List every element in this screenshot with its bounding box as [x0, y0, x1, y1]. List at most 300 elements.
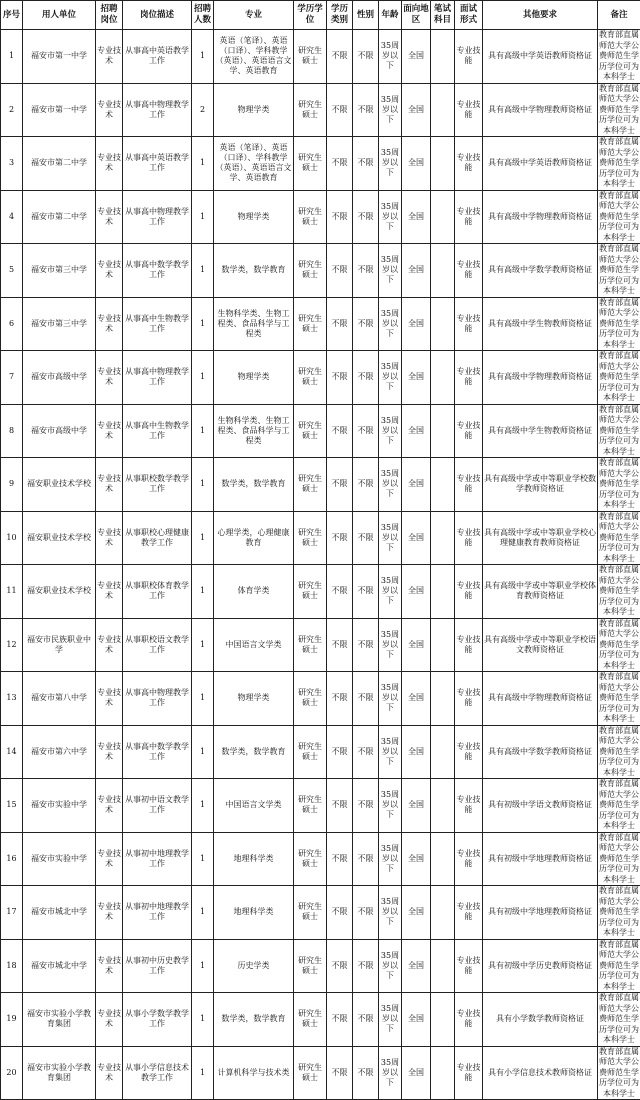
cell-remarks: 教育部直属师范大学公费师范生学历学位可为本科学士 — [598, 404, 640, 458]
cell-index: 13 — [1, 672, 23, 726]
cell-degree: 研究生硕士 — [294, 404, 327, 458]
cell-region: 全国 — [402, 404, 431, 458]
cell-description: 从事高中物理教学工作 — [123, 351, 192, 405]
cell-region: 全国 — [402, 297, 431, 351]
cell-age: 35周岁以下 — [379, 725, 402, 779]
cell-post: 专业技术 — [96, 297, 123, 351]
header-col-description: 岗位描述 — [123, 1, 192, 30]
cell-region: 全国 — [402, 725, 431, 779]
cell-description: 从事高中物理教学工作 — [123, 190, 192, 244]
cell-education-type: 不限 — [327, 404, 353, 458]
cell-other-requirements: 具有高级中学物理教师资格证 — [483, 190, 598, 244]
cell-age: 35周岁以下 — [379, 1046, 402, 1100]
cell-post: 专业技术 — [96, 725, 123, 779]
table-row — [1, 725, 640, 779]
cell-major: 计算机科学与技术类 — [214, 1046, 294, 1100]
cell-education-type: 不限 — [327, 618, 353, 672]
cell-headcount: 2 — [192, 83, 214, 137]
table-row — [1, 832, 640, 886]
cell-employer: 福安市高级中学 — [23, 404, 96, 458]
cell-age: 35周岁以下 — [379, 511, 402, 565]
cell-major: 英语（笔译）、英语（口译）、学科教学（英语）、英语语言文学、英语教育 — [214, 137, 294, 191]
cell-degree: 研究生硕士 — [294, 351, 327, 405]
cell-education-type: 不限 — [327, 886, 353, 940]
cell-interview-form: 专业技能 — [455, 725, 483, 779]
cell-region: 全国 — [402, 351, 431, 405]
cell-degree: 研究生硕士 — [294, 458, 327, 512]
header-col-index: 序号 — [1, 1, 23, 30]
cell-gender: 不限 — [353, 672, 379, 726]
cell-region: 全国 — [402, 886, 431, 940]
cell-age: 35周岁以下 — [379, 297, 402, 351]
cell-remarks: 教育部直属师范大学公费师范生学历学位可为本科学士 — [598, 351, 640, 405]
header-col-post: 招聘岗位 — [96, 1, 123, 30]
cell-other-requirements: 具有高级中学英语教师资格证 — [483, 30, 598, 84]
cell-age: 35周岁以下 — [379, 565, 402, 619]
cell-other-requirements: 具有高级中学或中等职业学校体育教师资格证 — [483, 565, 598, 619]
cell-description: 从事职校体育教学工作 — [123, 565, 192, 619]
cell-other-requirements: 具有初级中学地理教师资格证 — [483, 832, 598, 886]
cell-interview-form: 专业技能 — [455, 511, 483, 565]
cell-interview-form: 专业技能 — [455, 618, 483, 672]
cell-region: 全国 — [402, 511, 431, 565]
cell-major: 物理学类 — [214, 190, 294, 244]
header-col-major: 专业 — [214, 1, 294, 30]
cell-region: 全国 — [402, 672, 431, 726]
cell-exam-subject — [431, 511, 455, 565]
cell-education-type: 不限 — [327, 190, 353, 244]
cell-description: 从事初中语文教学工作 — [123, 779, 192, 833]
header-col-employer: 用人单位 — [23, 1, 96, 30]
table-row — [1, 618, 640, 672]
cell-headcount: 1 — [192, 565, 214, 619]
cell-post: 专业技术 — [96, 137, 123, 191]
cell-region: 全国 — [402, 30, 431, 84]
cell-post: 专业技术 — [96, 351, 123, 405]
cell-index: 14 — [1, 725, 23, 779]
cell-other-requirements: 具有高级中学或中等职业学校心理健康教育教师资格证 — [483, 511, 598, 565]
cell-region: 全国 — [402, 779, 431, 833]
cell-index: 3 — [1, 137, 23, 191]
cell-post: 专业技术 — [96, 618, 123, 672]
cell-post: 专业技术 — [96, 672, 123, 726]
cell-interview-form: 专业技能 — [455, 779, 483, 833]
header-col-education-type: 学历类别 — [327, 1, 353, 30]
cell-region: 全国 — [402, 565, 431, 619]
cell-gender: 不限 — [353, 565, 379, 619]
cell-headcount: 1 — [192, 30, 214, 84]
cell-gender: 不限 — [353, 30, 379, 84]
cell-exam-subject — [431, 1046, 455, 1100]
cell-description: 从事高中数学教学工作 — [123, 725, 192, 779]
cell-exam-subject — [431, 244, 455, 298]
cell-remarks: 教育部直属师范大学公费师范生学历学位可为本科学士 — [598, 511, 640, 565]
cell-gender: 不限 — [353, 458, 379, 512]
cell-index: 6 — [1, 297, 23, 351]
cell-remarks: 教育部直属师范大学公费师范生学历学位可为本科学士 — [598, 565, 640, 619]
cell-region: 全国 — [402, 1046, 431, 1100]
cell-index: 20 — [1, 1046, 23, 1100]
cell-age: 35周岁以下 — [379, 190, 402, 244]
cell-description: 从事高中英语教学工作 — [123, 30, 192, 84]
cell-degree: 研究生硕士 — [294, 190, 327, 244]
cell-exam-subject — [431, 83, 455, 137]
cell-post: 专业技术 — [96, 832, 123, 886]
cell-age: 35周岁以下 — [379, 83, 402, 137]
cell-gender: 不限 — [353, 511, 379, 565]
cell-headcount: 1 — [192, 725, 214, 779]
cell-other-requirements: 具有初级中学语文教师资格证 — [483, 779, 598, 833]
header-col-gender: 性别 — [353, 1, 379, 30]
cell-post: 专业技术 — [96, 939, 123, 993]
cell-description: 从事小学信息技术教学工作 — [123, 1046, 192, 1100]
cell-major: 数学类，数学教育 — [214, 993, 294, 1047]
cell-index: 4 — [1, 190, 23, 244]
cell-major: 物理学类 — [214, 672, 294, 726]
cell-education-type: 不限 — [327, 1046, 353, 1100]
table-row — [1, 83, 640, 137]
cell-post: 专业技术 — [96, 779, 123, 833]
cell-employer: 福安市城北中学 — [23, 886, 96, 940]
cell-other-requirements: 具有小学信息技术教师资格证 — [483, 1046, 598, 1100]
cell-post: 专业技术 — [96, 83, 123, 137]
cell-region: 全国 — [402, 190, 431, 244]
cell-gender: 不限 — [353, 725, 379, 779]
cell-major: 地理科学类 — [214, 832, 294, 886]
cell-remarks: 教育部直属师范大学公费师范生学历学位可为本科学士 — [598, 832, 640, 886]
cell-major: 物理学类 — [214, 83, 294, 137]
cell-degree: 研究生硕士 — [294, 832, 327, 886]
cell-employer: 福安市实验中学 — [23, 832, 96, 886]
cell-major: 中国语言文学类 — [214, 618, 294, 672]
cell-index: 2 — [1, 83, 23, 137]
cell-other-requirements: 具有高级中学物理教师资格证 — [483, 83, 598, 137]
cell-interview-form: 专业技能 — [455, 351, 483, 405]
cell-other-requirements: 具有高级中学数学教师资格证 — [483, 244, 598, 298]
cell-interview-form: 专业技能 — [455, 297, 483, 351]
cell-region: 全国 — [402, 83, 431, 137]
header-col-remarks: 备注 — [598, 1, 640, 30]
cell-headcount: 1 — [192, 190, 214, 244]
cell-interview-form: 专业技能 — [455, 672, 483, 726]
cell-remarks: 教育部直属师范大学公费师范生学历学位可为本科学士 — [598, 190, 640, 244]
header-col-interview-form: 面试形式 — [455, 1, 483, 30]
cell-index: 1 — [1, 30, 23, 84]
cell-remarks: 教育部直属师范大学公费师范生学历学位可为本科学士 — [598, 83, 640, 137]
cell-gender: 不限 — [353, 190, 379, 244]
cell-age: 35周岁以下 — [379, 351, 402, 405]
table-row — [1, 939, 640, 993]
header-col-degree: 学历学位 — [294, 1, 327, 30]
table-body — [1, 30, 640, 1100]
cell-post: 专业技术 — [96, 458, 123, 512]
cell-education-type: 不限 — [327, 672, 353, 726]
cell-degree: 研究生硕士 — [294, 779, 327, 833]
cell-gender: 不限 — [353, 886, 379, 940]
table-row — [1, 993, 640, 1047]
cell-other-requirements: 具有高级中学生物教师资格证 — [483, 297, 598, 351]
cell-gender: 不限 — [353, 83, 379, 137]
cell-index: 17 — [1, 886, 23, 940]
cell-employer: 福安市第二中学 — [23, 137, 96, 191]
cell-index: 19 — [1, 993, 23, 1047]
table-row — [1, 672, 640, 726]
cell-interview-form: 专业技能 — [455, 1046, 483, 1100]
header-col-age: 年龄 — [379, 1, 402, 30]
cell-remarks: 教育部直属师范大学公费师范生学历学位可为本科学士 — [598, 725, 640, 779]
cell-degree: 研究生硕士 — [294, 672, 327, 726]
cell-major: 数学类，数学教育 — [214, 244, 294, 298]
cell-exam-subject — [431, 458, 455, 512]
cell-education-type: 不限 — [327, 351, 353, 405]
cell-education-type: 不限 — [327, 137, 353, 191]
header-col-other-requirements: 其他要求 — [483, 1, 598, 30]
cell-other-requirements: 具有小学数学教师资格证 — [483, 993, 598, 1047]
cell-description: 从事初中地理教学工作 — [123, 832, 192, 886]
cell-employer: 福安市民族职业中学 — [23, 618, 96, 672]
cell-major: 生物科学类、生物工程类、食品科学与工程类 — [214, 297, 294, 351]
cell-other-requirements: 具有初级中学历史教师资格证 — [483, 939, 598, 993]
cell-post: 专业技术 — [96, 1046, 123, 1100]
cell-interview-form: 专业技能 — [455, 939, 483, 993]
cell-education-type: 不限 — [327, 993, 353, 1047]
cell-headcount: 1 — [192, 779, 214, 833]
cell-index: 16 — [1, 832, 23, 886]
cell-major: 数学类，数学教育 — [214, 725, 294, 779]
cell-remarks: 教育部直属师范大学公费师范生学历学位可为本科学士 — [598, 297, 640, 351]
cell-exam-subject — [431, 618, 455, 672]
cell-interview-form: 专业技能 — [455, 993, 483, 1047]
cell-description: 从事高中物理教学工作 — [123, 83, 192, 137]
cell-remarks: 教育部直属师范大学公费师范生学历学位可为本科学士 — [598, 1046, 640, 1100]
cell-education-type: 不限 — [327, 511, 353, 565]
cell-other-requirements: 具有高级中学数学教师资格证 — [483, 725, 598, 779]
cell-interview-form: 专业技能 — [455, 83, 483, 137]
table-row — [1, 244, 640, 298]
cell-education-type: 不限 — [327, 832, 353, 886]
cell-other-requirements: 具有高级中学生物教师资格证 — [483, 404, 598, 458]
table-row — [1, 404, 640, 458]
cell-exam-subject — [431, 351, 455, 405]
cell-post: 专业技术 — [96, 565, 123, 619]
cell-gender: 不限 — [353, 351, 379, 405]
cell-age: 35周岁以下 — [379, 993, 402, 1047]
cell-region: 全国 — [402, 832, 431, 886]
cell-remarks: 教育部直属师范大学公费师范生学历学位可为本科学士 — [598, 30, 640, 84]
cell-description: 从事初中地理教学工作 — [123, 886, 192, 940]
cell-post: 专业技术 — [96, 511, 123, 565]
cell-exam-subject — [431, 886, 455, 940]
cell-other-requirements: 具有初级中学地理教师资格证 — [483, 886, 598, 940]
header-row — [1, 1, 640, 30]
cell-interview-form: 专业技能 — [455, 832, 483, 886]
cell-major: 体育学类 — [214, 565, 294, 619]
cell-remarks: 教育部直属师范大学公费师范生学历学位可为本科学士 — [598, 993, 640, 1047]
cell-description: 从事初中历史教学工作 — [123, 939, 192, 993]
cell-education-type: 不限 — [327, 297, 353, 351]
cell-major: 心理学类，心理健康教育 — [214, 511, 294, 565]
cell-education-type: 不限 — [327, 244, 353, 298]
cell-age: 35周岁以下 — [379, 886, 402, 940]
cell-exam-subject — [431, 404, 455, 458]
cell-other-requirements: 具有高级中学物理教师资格证 — [483, 351, 598, 405]
cell-index: 18 — [1, 939, 23, 993]
cell-other-requirements: 具有高级中学物理教师资格证 — [483, 672, 598, 726]
cell-employer: 福安市第二中学 — [23, 190, 96, 244]
cell-major: 中国语言文学类 — [214, 779, 294, 833]
cell-education-type: 不限 — [327, 939, 353, 993]
cell-employer: 福安市第一中学 — [23, 30, 96, 84]
cell-index: 5 — [1, 244, 23, 298]
cell-gender: 不限 — [353, 939, 379, 993]
cell-age: 35周岁以下 — [379, 244, 402, 298]
cell-gender: 不限 — [353, 779, 379, 833]
cell-post: 专业技术 — [96, 886, 123, 940]
cell-education-type: 不限 — [327, 458, 353, 512]
table-row — [1, 886, 640, 940]
cell-other-requirements: 具有高级中学或中等职业学校语文教师资格证 — [483, 618, 598, 672]
cell-degree: 研究生硕士 — [294, 618, 327, 672]
cell-major: 历史学类 — [214, 939, 294, 993]
cell-degree: 研究生硕士 — [294, 886, 327, 940]
cell-post: 专业技术 — [96, 30, 123, 84]
cell-degree: 研究生硕士 — [294, 565, 327, 619]
table-row — [1, 351, 640, 405]
cell-education-type: 不限 — [327, 83, 353, 137]
cell-headcount: 1 — [192, 511, 214, 565]
cell-index: 9 — [1, 458, 23, 512]
cell-headcount: 1 — [192, 458, 214, 512]
cell-gender: 不限 — [353, 1046, 379, 1100]
cell-headcount: 1 — [192, 297, 214, 351]
cell-age: 35周岁以下 — [379, 404, 402, 458]
cell-gender: 不限 — [353, 832, 379, 886]
cell-exam-subject — [431, 993, 455, 1047]
cell-major: 英语（笔译）、英语（口译）、学科教学（英语）、英语语言文学、英语教育 — [214, 30, 294, 84]
cell-degree: 研究生硕士 — [294, 939, 327, 993]
cell-remarks: 教育部直属师范大学公费师范生学历学位可为本科学士 — [598, 672, 640, 726]
cell-description: 从事职校心理健康教学工作 — [123, 511, 192, 565]
table-row — [1, 137, 640, 191]
cell-exam-subject — [431, 832, 455, 886]
cell-region: 全国 — [402, 137, 431, 191]
cell-education-type: 不限 — [327, 779, 353, 833]
cell-employer: 福安市第三中学 — [23, 244, 96, 298]
cell-age: 35周岁以下 — [379, 672, 402, 726]
cell-age: 35周岁以下 — [379, 618, 402, 672]
cell-degree: 研究生硕士 — [294, 297, 327, 351]
cell-headcount: 1 — [192, 618, 214, 672]
cell-region: 全国 — [402, 993, 431, 1047]
cell-index: 15 — [1, 779, 23, 833]
cell-interview-form: 专业技能 — [455, 30, 483, 84]
cell-interview-form: 专业技能 — [455, 404, 483, 458]
table-row — [1, 511, 640, 565]
cell-degree: 研究生硕士 — [294, 993, 327, 1047]
cell-post: 专业技术 — [96, 244, 123, 298]
cell-post: 专业技术 — [96, 404, 123, 458]
cell-index: 12 — [1, 618, 23, 672]
cell-remarks: 教育部直属师范大学公费师范生学历学位可为本科学士 — [598, 886, 640, 940]
cell-age: 35周岁以下 — [379, 779, 402, 833]
cell-age: 35周岁以下 — [379, 30, 402, 84]
cell-exam-subject — [431, 565, 455, 619]
cell-headcount: 1 — [192, 939, 214, 993]
cell-headcount: 1 — [192, 993, 214, 1047]
cell-region: 全国 — [402, 458, 431, 512]
cell-age: 35周岁以下 — [379, 458, 402, 512]
cell-headcount: 1 — [192, 404, 214, 458]
cell-remarks: 教育部直属师范大学公费师范生学历学位可为本科学士 — [598, 137, 640, 191]
cell-region: 全国 — [402, 618, 431, 672]
cell-post: 专业技术 — [96, 993, 123, 1047]
cell-education-type: 不限 — [327, 30, 353, 84]
cell-degree: 研究生硕士 — [294, 137, 327, 191]
cell-employer: 福安市第八中学 — [23, 672, 96, 726]
cell-description: 从事高中英语教学工作 — [123, 137, 192, 191]
table-row — [1, 458, 640, 512]
cell-interview-form: 专业技能 — [455, 137, 483, 191]
cell-exam-subject — [431, 779, 455, 833]
cell-employer: 福安市实验中学 — [23, 779, 96, 833]
header-col-region: 面向地区 — [402, 1, 431, 30]
cell-degree: 研究生硕士 — [294, 30, 327, 84]
cell-exam-subject — [431, 939, 455, 993]
cell-gender: 不限 — [353, 244, 379, 298]
cell-index: 8 — [1, 404, 23, 458]
cell-region: 全国 — [402, 244, 431, 298]
cell-post: 专业技术 — [96, 190, 123, 244]
cell-degree: 研究生硕士 — [294, 83, 327, 137]
cell-exam-subject — [431, 190, 455, 244]
cell-remarks: 教育部直属师范大学公费师范生学历学位可为本科学士 — [598, 244, 640, 298]
cell-age: 35周岁以下 — [379, 832, 402, 886]
cell-degree: 研究生硕士 — [294, 244, 327, 298]
cell-education-type: 不限 — [327, 725, 353, 779]
cell-description: 从事职校数学教学工作 — [123, 458, 192, 512]
cell-remarks: 教育部直属师范大学公费师范生学历学位可为本科学士 — [598, 779, 640, 833]
cell-employer: 福安市第六中学 — [23, 725, 96, 779]
cell-index: 11 — [1, 565, 23, 619]
cell-headcount: 1 — [192, 244, 214, 298]
cell-description: 从事高中数学教学工作 — [123, 244, 192, 298]
cell-other-requirements: 具有高级中学英语教师资格证 — [483, 137, 598, 191]
cell-education-type: 不限 — [327, 565, 353, 619]
cell-headcount: 1 — [192, 1046, 214, 1100]
table-row — [1, 565, 640, 619]
cell-major: 生物科学类、生物工程类、食品科学与工程类 — [214, 404, 294, 458]
cell-remarks: 教育部直属师范大学公费师范生学历学位可为本科学士 — [598, 939, 640, 993]
cell-exam-subject — [431, 725, 455, 779]
cell-remarks: 教育部直属师范大学公费师范生学历学位可为本科学士 — [598, 458, 640, 512]
cell-employer: 福安市城北中学 — [23, 939, 96, 993]
cell-description: 从事职校语文教学工作 — [123, 618, 192, 672]
cell-degree: 研究生硕士 — [294, 1046, 327, 1100]
table-row — [1, 1046, 640, 1100]
cell-gender: 不限 — [353, 993, 379, 1047]
cell-exam-subject — [431, 30, 455, 84]
cell-employer: 福安市第三中学 — [23, 297, 96, 351]
cell-interview-form: 专业技能 — [455, 565, 483, 619]
cell-exam-subject — [431, 297, 455, 351]
cell-headcount: 1 — [192, 351, 214, 405]
cell-gender: 不限 — [353, 618, 379, 672]
header-col-exam-subject: 笔试科目 — [431, 1, 455, 30]
cell-headcount: 1 — [192, 832, 214, 886]
cell-interview-form: 专业技能 — [455, 458, 483, 512]
cell-interview-form: 专业技能 — [455, 886, 483, 940]
cell-description: 从事高中生物教学工作 — [123, 297, 192, 351]
